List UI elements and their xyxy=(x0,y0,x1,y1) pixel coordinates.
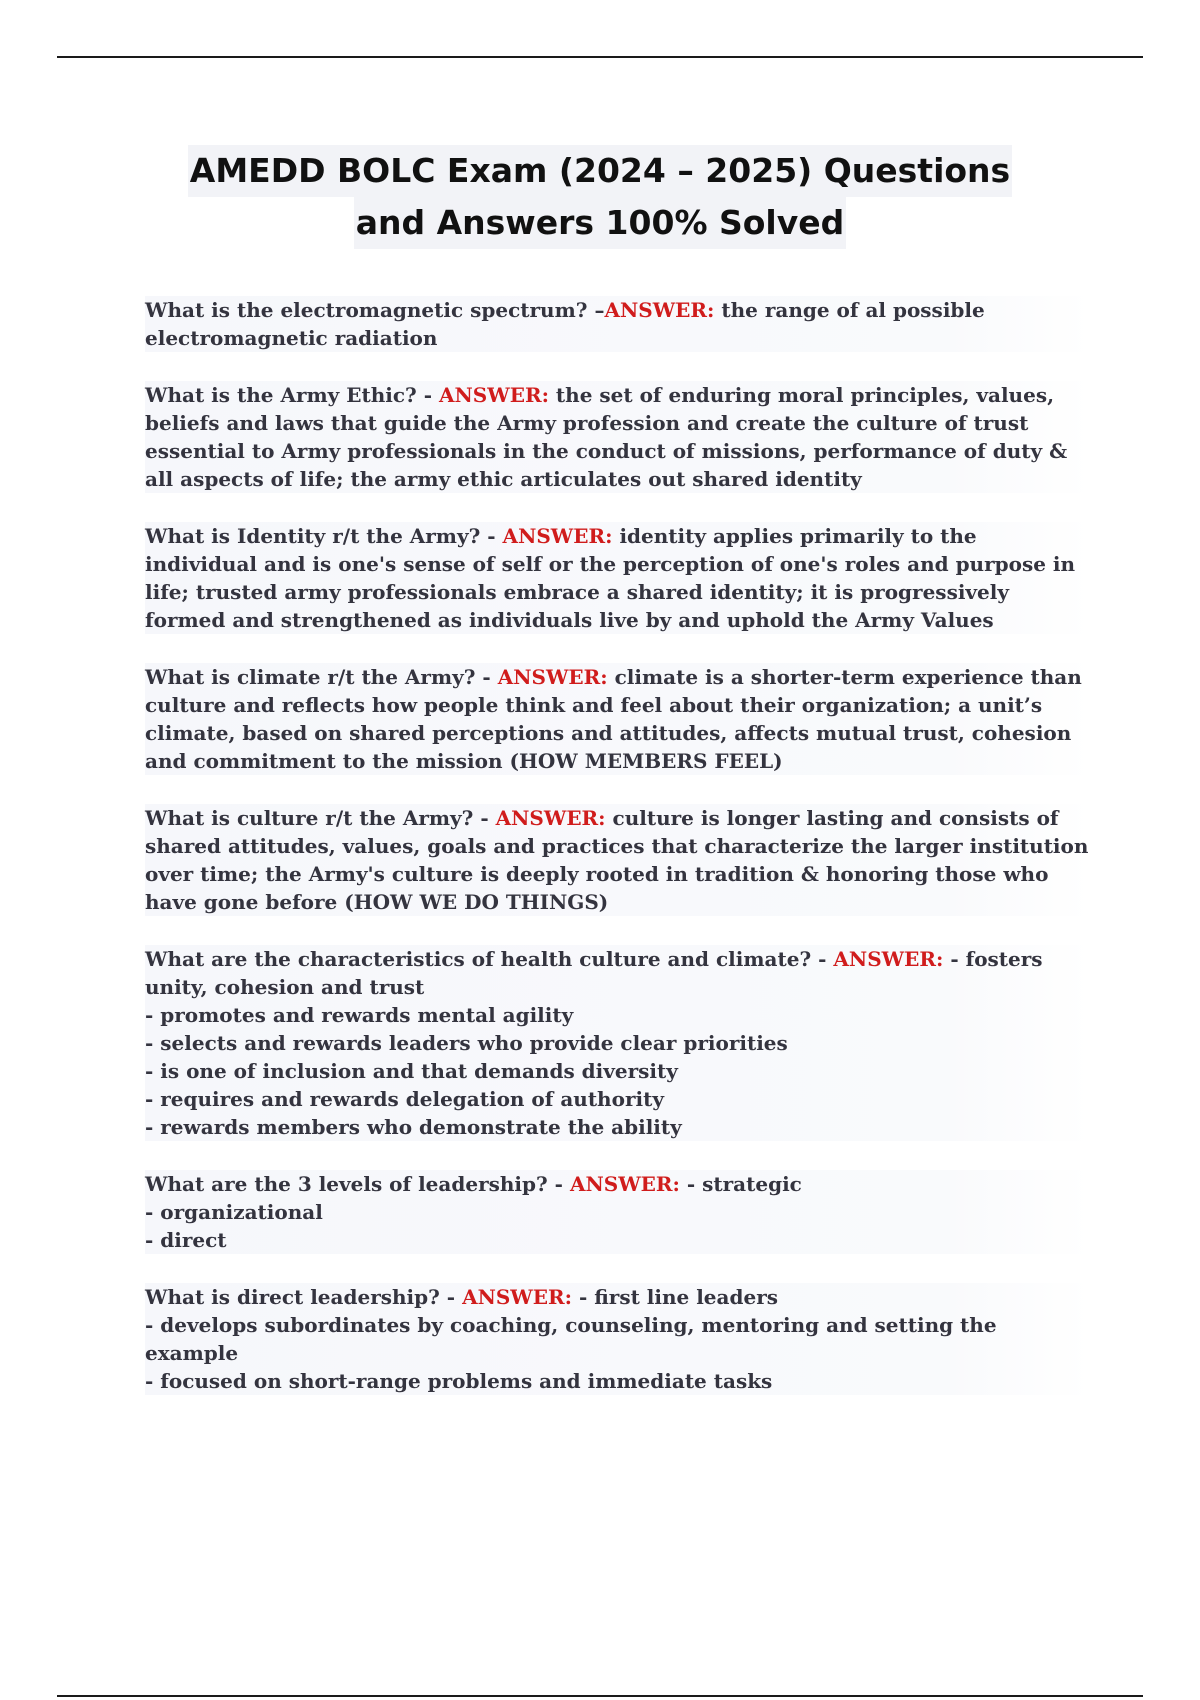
question-text: What is climate r/t the Army? - xyxy=(145,665,498,689)
answer-bullet: - promotes and rewards mental agility xyxy=(145,1003,574,1027)
header-rule xyxy=(57,56,1143,58)
answer-bullet: - is one of inclusion and that demands diversity xyxy=(145,1059,678,1083)
qa-item xyxy=(145,522,1090,634)
question-text: What is the electromagnetic spectrum? – xyxy=(145,298,605,322)
qa-item xyxy=(145,1170,1090,1254)
answer-text: the set of enduring moral principles, values, beliefs and laws that guide the Army profession and create the culture of trust essential to Army professionals in the conduct of missions, performance of duty & all aspects of life; the army ethic articulates out shared identity xyxy=(145,383,1068,491)
answer-bullet: - selects and rewards leaders who provide clear priorities xyxy=(145,1031,788,1055)
answer-text: - fosters unity, cohesion and trust xyxy=(145,947,1043,999)
answer-label: ANSWER: xyxy=(569,1172,680,1196)
title-line-1: AMEDD BOLC Exam (2024 – 2025) Questions xyxy=(188,145,1012,197)
answer-bullet: - rewards members who demonstrate the ability xyxy=(145,1115,682,1139)
answer-text: climate is a shorter-term experience than culture and reflects how people think and feel about their organization; a unit’s climate, based on shared perceptions and attitudes, affects mutual trust, cohesion and commitment to the mission (HOW MEMBERS FEEL) xyxy=(145,665,1082,773)
answer-bullet: - requires and rewards delegation of authority xyxy=(145,1087,664,1111)
answer-label: ANSWER: xyxy=(495,806,606,830)
qa-item xyxy=(145,804,1090,916)
question-text: What are the characteristics of health culture and climate? - xyxy=(145,947,834,971)
answer-bullet: - organizational xyxy=(145,1200,323,1224)
answer-label: ANSWER: xyxy=(462,1285,573,1309)
question-text: What is the Army Ethic? - xyxy=(145,383,439,407)
answer-label: ANSWER: xyxy=(502,524,613,548)
qa-item xyxy=(145,1283,1090,1395)
answer-text: identity applies primarily to the individual and is one's sense of self or the perception of one's roles and purpose in life; trusted army professionals embrace a shared identity; it is progressively formed and strengthened as individuals live by and uphold the Army Values xyxy=(145,524,1076,632)
question-text: What is Identity r/t the Army? - xyxy=(145,524,503,548)
answer-label: ANSWER: xyxy=(604,298,715,322)
answer-text: - strategic xyxy=(679,1172,802,1196)
answer-label: ANSWER: xyxy=(497,665,608,689)
answer-label: ANSWER: xyxy=(833,947,944,971)
answer-text: - first line leaders xyxy=(572,1285,778,1309)
footer-rule xyxy=(57,1695,1143,1697)
answer-bullet: - focused on short-range problems and immediate tasks xyxy=(145,1369,773,1393)
answer-text: the range of al possible electromagnetic radiation xyxy=(145,298,985,350)
question-text: What is direct leadership? - xyxy=(145,1285,463,1309)
answer-text: culture is longer lasting and consists of shared attitudes, values, goals and practices that characterize the larger institution over time; the Army's culture is deeply rooted in tradition & honoring those who have gone before (HOW WE DO THINGS) xyxy=(145,806,1089,914)
qa-item xyxy=(145,663,1090,775)
answer-bullet: - direct xyxy=(145,1228,227,1252)
page-title xyxy=(100,145,1100,249)
qa-item xyxy=(145,296,1090,352)
title-line-2: and Answers 100% Solved xyxy=(354,197,847,249)
question-text: What is culture r/t the Army? - xyxy=(145,806,496,830)
qa-item xyxy=(145,381,1090,493)
qa-item xyxy=(145,945,1090,1141)
answer-bullet: - develops subordinates by coaching, counseling, mentoring and setting the example xyxy=(145,1313,997,1365)
question-text: What are the 3 levels of leadership? - xyxy=(145,1172,570,1196)
answer-label: ANSWER: xyxy=(439,383,549,407)
qa-list xyxy=(145,296,1090,1424)
